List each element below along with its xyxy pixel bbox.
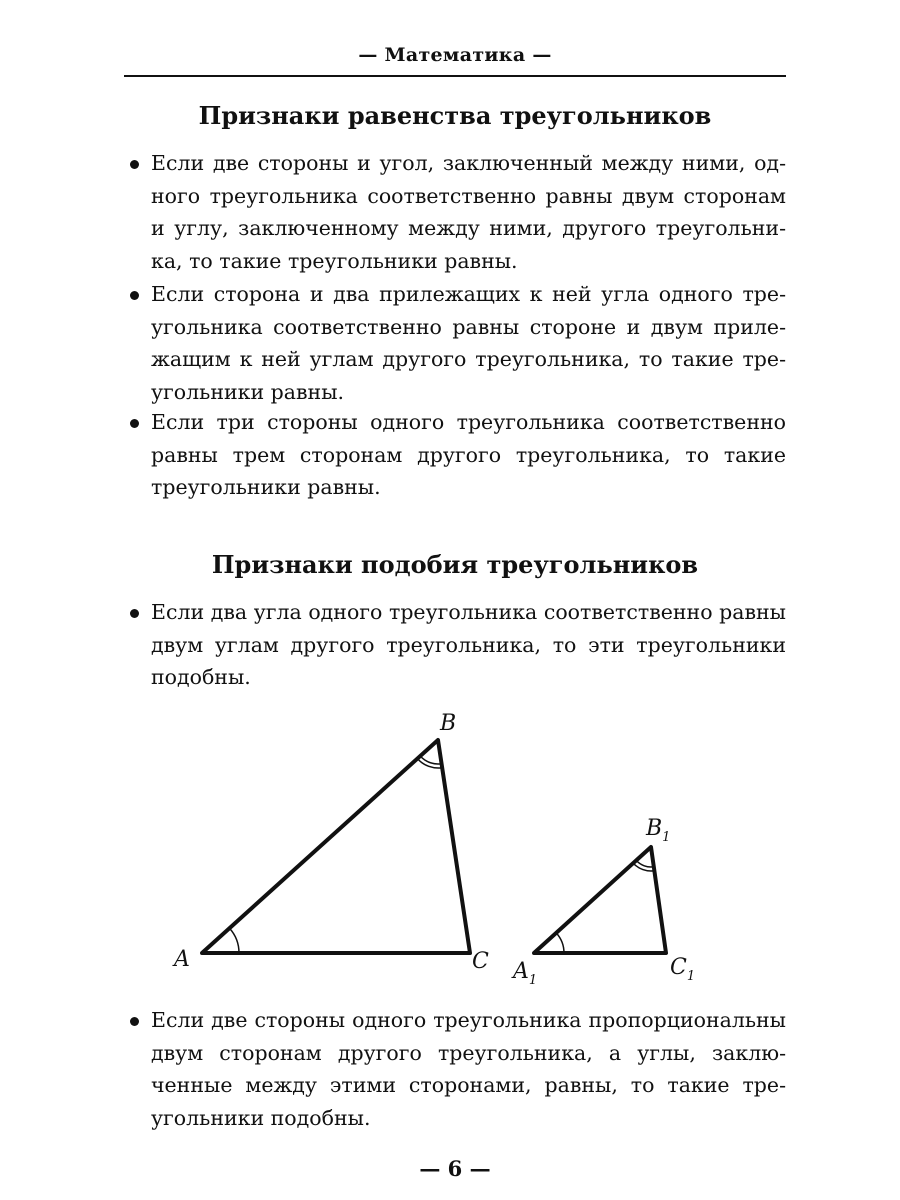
vertex-label-b: B bbox=[440, 711, 457, 736]
similar-triangles-figure bbox=[160, 700, 720, 1000]
bullet-icon bbox=[130, 419, 139, 428]
list-item-text: Если две стороны одного треугольника пропорциональны двум сторонам другого треугольника, а углы, заключенные между этими сторонами, равны, то такие треугольники подобны. bbox=[151, 1008, 786, 1130]
vertex-label-b1: $B_1$ bbox=[646, 816, 671, 845]
bullet-icon bbox=[130, 1017, 139, 1026]
vertex-label-a1: $A_1$ bbox=[513, 959, 538, 988]
vertex-label-c1: $C_1$ bbox=[670, 955, 696, 984]
angle-a-arc bbox=[230, 928, 240, 953]
list-item-text: Если сторона и два прилежащих к ней угла одного треугольника соответственно равны стороне и двум прилежащим к ней углам другого треугольника, то такие треугольники равны. bbox=[151, 282, 786, 404]
list-item bbox=[124, 406, 786, 504]
vertex-label-c: C bbox=[472, 949, 489, 974]
section-title-similarity: Признаки подобия треугольников bbox=[211, 550, 699, 579]
angle-b-arc-outer bbox=[420, 756, 441, 764]
triangles-diagram bbox=[160, 700, 720, 1000]
bullet-icon bbox=[130, 291, 139, 300]
bullet-icon bbox=[130, 160, 139, 169]
vertex-label-a: A bbox=[174, 947, 190, 972]
list-item bbox=[124, 1004, 786, 1134]
header-rule bbox=[124, 75, 786, 77]
bullet-icon bbox=[130, 609, 139, 618]
list-item bbox=[124, 278, 786, 408]
list-item-text: Если две стороны и угол, заключенный между ними, одного треугольника соответственно равны двум сторонам и углу, заключенному между ними, другого треугольника, то такие треугольники равны. bbox=[151, 151, 786, 273]
triangle-a1b1c1 bbox=[534, 847, 666, 953]
list-item-text: Если три стороны одного треугольника соответственно равны трем сторонам другого треугольника, то такие треугольники равны. bbox=[151, 410, 786, 499]
list-item-text: Если два угла одного треугольника соответственно равны двум углам другого треугольника, то эти треугольники подобны. bbox=[151, 600, 786, 689]
list-item bbox=[124, 147, 786, 277]
running-head: — Математика — bbox=[358, 44, 552, 66]
section-title-equality: Признаки равенства треугольников bbox=[198, 101, 712, 130]
triangle-abc bbox=[202, 740, 470, 953]
page-number: — 6 — bbox=[419, 1156, 491, 1181]
list-item bbox=[124, 596, 786, 694]
angle-a1-arc bbox=[556, 933, 564, 953]
